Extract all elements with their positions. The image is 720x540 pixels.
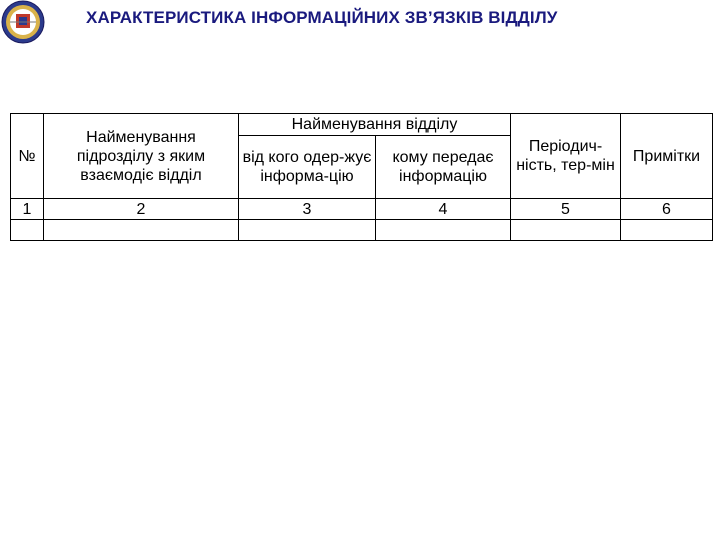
column-number-row xyxy=(11,199,713,220)
page-title: ХАРАКТЕРИСТИКА ІНФОРМАЦІЙНИХ ЗВ’ЯЗКІВ ВІДДІЛУ xyxy=(86,8,558,27)
table-cell xyxy=(511,220,621,241)
info-links-table xyxy=(10,113,713,241)
table-cell xyxy=(44,220,239,241)
column-number: 4 xyxy=(376,199,511,220)
header-receives-from: від кого одер-жує інформа-цію xyxy=(239,136,376,199)
table-cell xyxy=(11,220,44,241)
column-number: 6 xyxy=(621,199,713,220)
header-transfers-to: кому передає інформацію xyxy=(376,136,511,199)
university-emblem-icon xyxy=(0,0,46,44)
header-department-name: Найменування відділу xyxy=(239,114,511,136)
column-number: 2 xyxy=(44,199,239,220)
header-unit-name: Найменування підрозділу з яким взаємодіє відділ xyxy=(44,114,239,199)
table-cell xyxy=(376,220,511,241)
column-number: 3 xyxy=(239,199,376,220)
header-periodicity: Періодич-ність, тер-мін xyxy=(511,114,621,199)
column-number: 1 xyxy=(11,199,44,220)
header-number: № xyxy=(11,114,44,199)
column-number: 5 xyxy=(511,199,621,220)
table-cell xyxy=(239,220,376,241)
header-notes: Примітки xyxy=(621,114,713,199)
table-cell xyxy=(621,220,713,241)
table-row xyxy=(11,220,713,241)
